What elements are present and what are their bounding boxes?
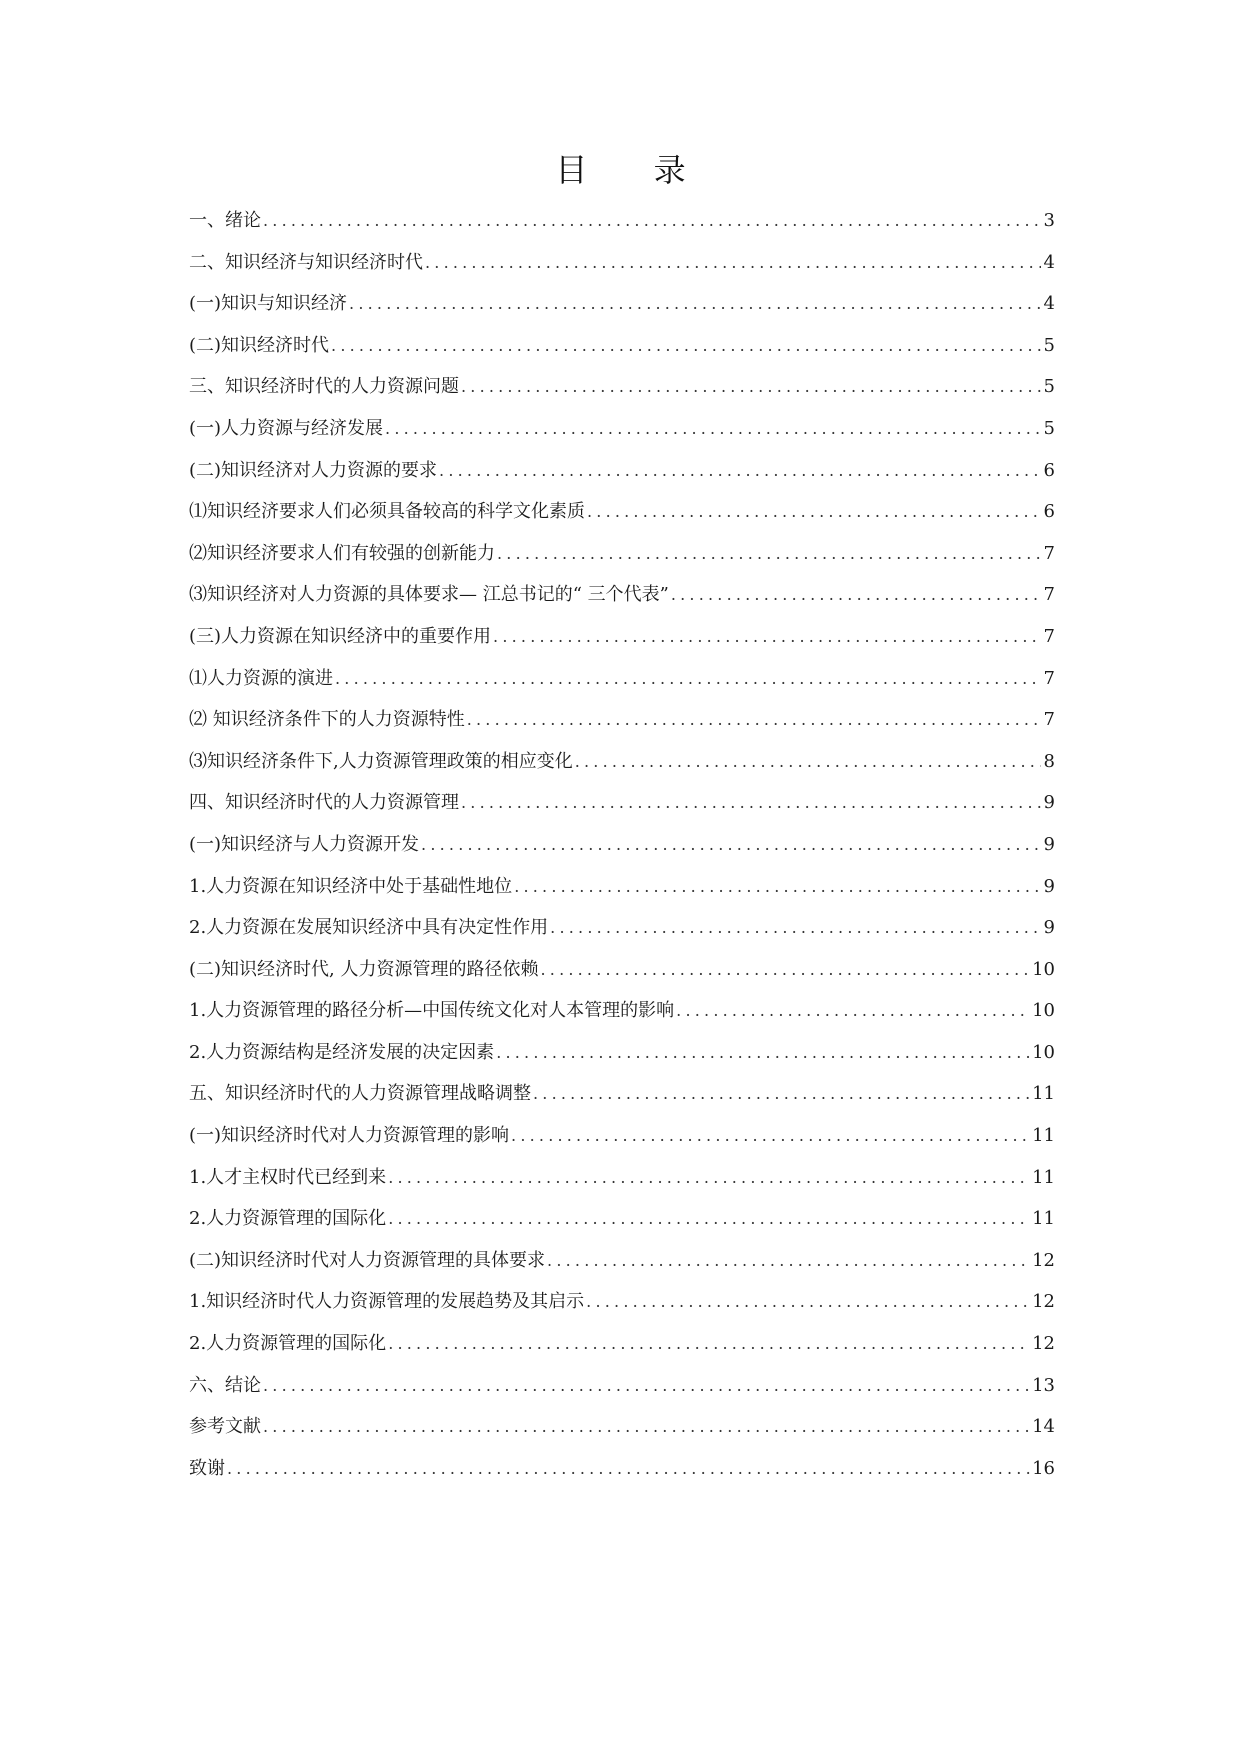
toc-entry-page-number: 12 [1032,1291,1055,1313]
toc-entry-title: (一)知识与知识经济 [189,293,348,315]
toc-entry-page-number: 9 [1043,917,1055,939]
toc-entry[interactable] [189,699,1055,741]
toc-entry-title: 1.人才主权时代已经到来 [189,1166,387,1188]
toc-entry[interactable] [189,990,1055,1032]
toc-entry[interactable] [189,782,1055,824]
dot-leader [575,741,1041,783]
dot-leader [541,949,1031,991]
dot-leader [331,325,1041,367]
toc-entry-title: (二)知识经济时代, 人力资源管理的路径依赖 [189,958,539,980]
toc-entry[interactable] [189,907,1055,949]
dot-leader [511,1115,1030,1157]
toc-entry[interactable] [189,242,1055,284]
toc-entry[interactable] [189,283,1055,325]
toc-entry[interactable] [189,1032,1055,1074]
toc-entry-title: (一)人力资源与经济发展 [189,417,384,439]
toc-entry-page-number: 4 [1043,251,1055,273]
dot-leader [586,1281,1030,1323]
toc-entry[interactable] [189,450,1055,492]
dot-leader [533,1073,1030,1115]
dot-leader [385,408,1041,450]
toc-entry-page-number: 16 [1032,1457,1055,1479]
toc-entry-page-number: 5 [1043,334,1055,356]
toc-entry-page-number: 11 [1032,1083,1055,1105]
toc-entry-page-number: 6 [1043,459,1055,481]
dot-leader [388,1157,1030,1199]
toc-entry-title: (二)知识经济时代 [189,334,330,356]
toc-entry-page-number: 5 [1043,417,1055,439]
toc-entry[interactable] [189,1365,1055,1407]
toc-entry[interactable] [189,408,1055,450]
dot-leader [263,1365,1030,1407]
toc-entry-title: 六、结论 [189,1374,261,1396]
toc-entry[interactable] [189,616,1055,658]
dot-leader [263,200,1041,242]
table-of-contents [189,200,1055,1489]
toc-entry-page-number: 9 [1043,833,1055,855]
toc-entry-title: 四、知识经济时代的人力资源管理 [189,792,459,814]
toc-entry-page-number: 12 [1032,1249,1055,1271]
dot-leader [425,242,1041,284]
toc-entry-title: ⑴人力资源的演进 [189,667,333,689]
toc-entry[interactable] [189,1115,1055,1157]
toc-entry[interactable] [189,574,1055,616]
dot-leader [388,1323,1030,1365]
dot-leader [514,866,1041,908]
toc-entry-page-number: 4 [1043,293,1055,315]
dot-leader [335,658,1041,700]
toc-entry-page-number: 12 [1032,1333,1055,1355]
dot-leader [587,491,1041,533]
toc-entry-page-number: 10 [1032,958,1055,980]
toc-entry-title: (二)知识经济时代对人力资源管理的具体要求 [189,1249,546,1271]
toc-entry-page-number: 9 [1043,875,1055,897]
toc-entry[interactable] [189,1323,1055,1365]
toc-entry-page-number: 3 [1043,210,1055,231]
toc-entry[interactable] [189,1198,1055,1240]
toc-entry-title: 二、知识经济与知识经济时代 [189,251,423,273]
toc-entry-page-number: 7 [1043,542,1055,564]
dot-leader [388,1198,1030,1240]
toc-entry-title: (一)知识经济与人力资源开发 [189,833,420,855]
toc-entry-title: 2.人力资源结构是经济发展的决定因素 [189,1041,495,1063]
toc-entry-title: 1.人力资源管理的路径分析—中国传统文化对人本管理的影响 [189,1000,675,1022]
dot-leader [467,699,1041,741]
dot-leader [263,1406,1030,1448]
toc-entry-title: 五、知识经济时代的人力资源管理战略调整 [189,1083,531,1105]
toc-entry[interactable] [189,658,1055,700]
toc-entry-title: ⑵知识经济要求人们有较强的创新能力 [189,542,495,564]
toc-entry[interactable] [189,1073,1055,1115]
toc-entry[interactable] [189,325,1055,367]
toc-entry[interactable] [189,1157,1055,1199]
toc-entry[interactable] [189,366,1055,408]
toc-entry-title: 1.知识经济时代人力资源管理的发展趋势及其启示 [189,1291,585,1313]
toc-entry-page-number: 13 [1032,1374,1055,1396]
page-title: 目 录 [555,151,714,189]
toc-entry[interactable] [189,824,1055,866]
dot-leader [227,1448,1030,1490]
toc-entry-title: 1.人力资源在知识经济中处于基础性地位 [189,875,513,897]
dot-leader [547,1240,1030,1282]
toc-entry[interactable] [189,1240,1055,1282]
dot-leader [497,533,1041,575]
toc-entry[interactable] [189,949,1055,991]
toc-entry-page-number: 7 [1043,584,1055,606]
dot-leader [461,782,1041,824]
dot-leader [496,1032,1030,1074]
toc-entry-page-number: 9 [1043,792,1055,814]
toc-entry-page-number: 11 [1032,1208,1055,1230]
toc-entry-title: 2.人力资源在发展知识经济中具有决定性作用 [189,917,549,939]
toc-entry-page-number: 10 [1032,1000,1055,1022]
dot-leader [676,990,1030,1032]
dot-leader [493,616,1041,658]
toc-entry-title: ⑴知识经济要求人们必须具备较高的科学文化素质 [189,501,585,523]
toc-entry-page-number: 10 [1032,1041,1055,1063]
dot-leader [349,283,1041,325]
toc-entry-page-number: 7 [1043,709,1055,731]
toc-entry-title: 2.人力资源管理的国际化 [189,1208,387,1230]
dot-leader [421,824,1041,866]
toc-entry[interactable] [189,1448,1055,1490]
toc-entry-title: 一、绪论 [189,210,261,231]
toc-entry-title: 2.人力资源管理的国际化 [189,1333,387,1355]
toc-entry[interactable] [189,1281,1055,1323]
toc-entry[interactable] [189,491,1055,533]
toc-entry-title: 参考文献 [189,1416,261,1438]
toc-entry-title: 三、知识经济时代的人力资源问题 [189,376,459,398]
dot-leader [439,450,1041,492]
toc-entry-page-number: 7 [1043,667,1055,689]
toc-entry[interactable] [189,533,1055,575]
dot-leader [461,366,1041,408]
toc-entry[interactable] [189,200,1055,242]
toc-entry[interactable] [189,866,1055,908]
toc-entry-page-number: 11 [1032,1125,1055,1147]
toc-entry-title: (三)人力资源在知识经济中的重要作用 [189,625,492,647]
toc-entry[interactable] [189,741,1055,783]
toc-entry-title: (二)知识经济对人力资源的要求 [189,459,438,481]
toc-entry-page-number: 7 [1043,625,1055,647]
dot-leader [671,574,1041,616]
toc-entry-title: (一)知识经济时代对人力资源管理的影响 [189,1125,510,1147]
toc-entry-page-number: 11 [1032,1166,1055,1188]
toc-entry-page-number: 8 [1043,750,1055,772]
toc-entry-page-number: 5 [1043,376,1055,398]
toc-entry-title: 致谢 [189,1457,225,1479]
toc-entry-title: ⑵ 知识经济条件下的人力资源特性 [189,709,465,731]
toc-entry[interactable] [189,1406,1055,1448]
toc-entry-title: ⑶知识经济条件下,人力资源管理政策的相应变化 [189,750,573,772]
toc-entry-title: ⑶知识经济对人力资源的具体要求— 江总书记的“ 三个代表” [189,584,669,606]
dot-leader [550,907,1041,949]
toc-entry-page-number: 14 [1032,1416,1055,1438]
toc-entry-page-number: 6 [1043,501,1055,523]
